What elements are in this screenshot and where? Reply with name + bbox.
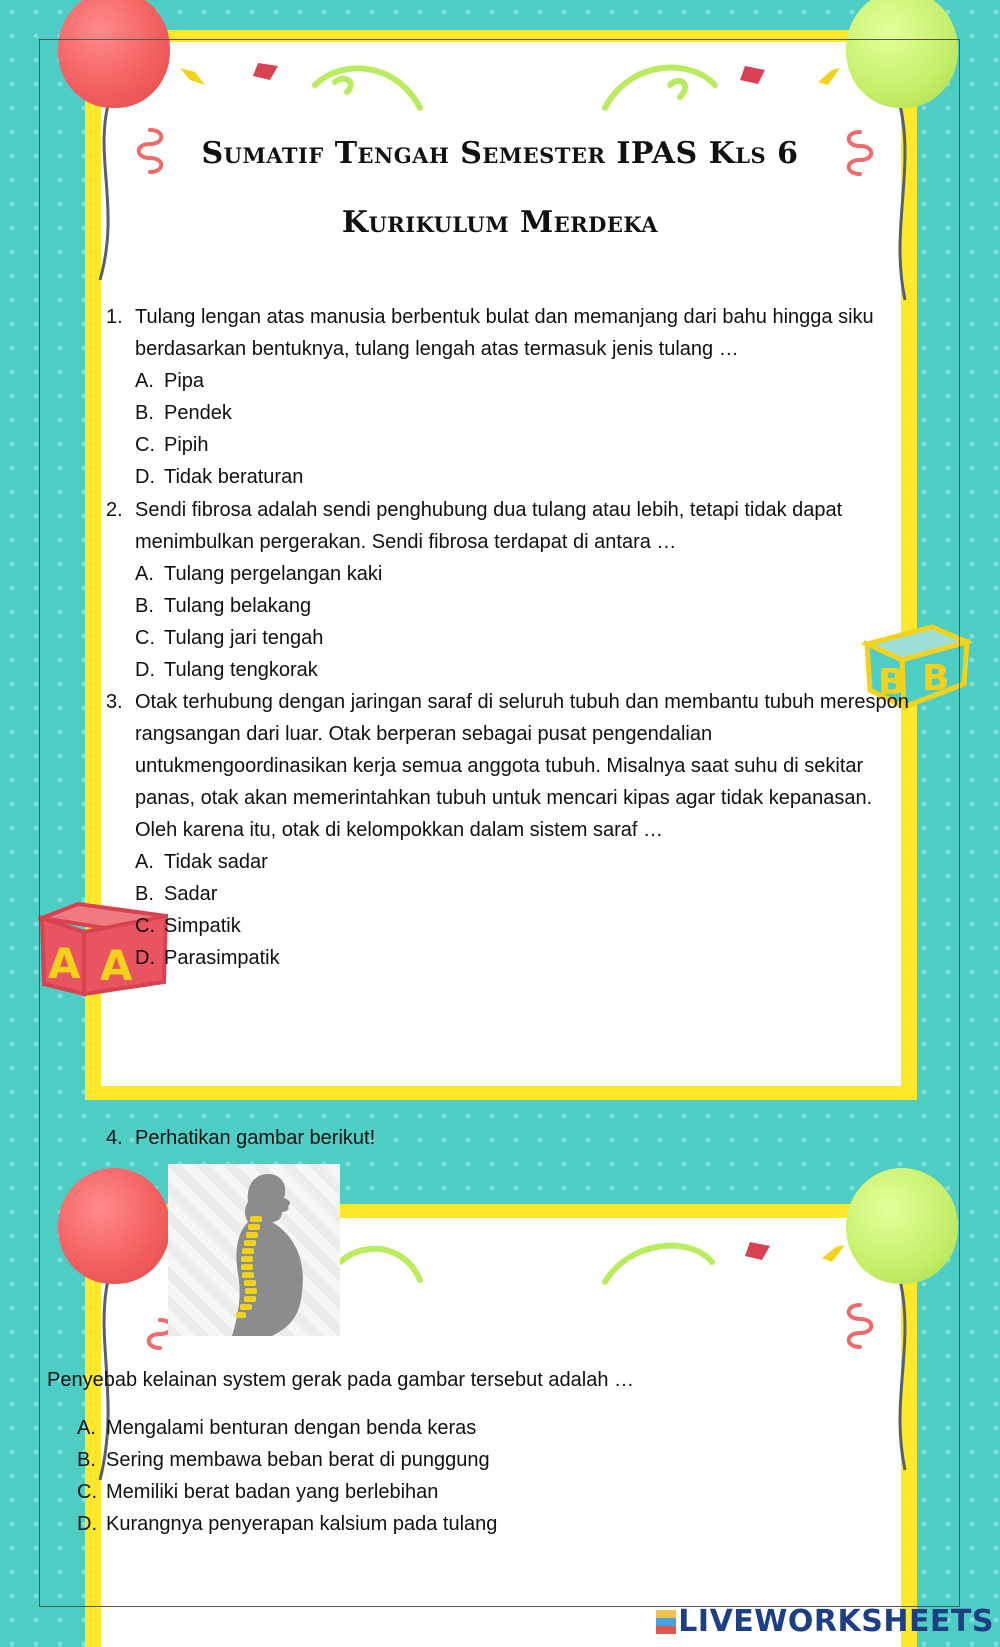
question-text: Tulang lengan atas manusia berbentuk bulat dan memanjang dari bahu hingga siku berdasarkan bentuknya, tulang lengah atas termasuk jenis tulang … (135, 306, 874, 360)
question-number: 4. (106, 1127, 123, 1149)
option-text: Tulang jari tengah (164, 627, 324, 649)
option-text: Tulang pergelangan kaki (164, 563, 383, 585)
option-letter: C. (135, 915, 155, 937)
question-number: 2. (106, 499, 123, 521)
option-letter: D. (135, 947, 155, 969)
option-text: Mengalami benturan dengan benda keras (106, 1417, 477, 1439)
page-border (39, 39, 960, 1607)
option-letter: A. (135, 851, 154, 873)
option-letter: A. (77, 1417, 96, 1439)
option-letter: B. (135, 595, 154, 617)
option-text: Tidak sadar (164, 851, 268, 873)
option-letter: B. (77, 1449, 96, 1471)
option-text: Tidak beraturan (164, 466, 304, 488)
option-text: Pendek (164, 402, 232, 424)
option-text: Sering membawa beban berat di punggung (106, 1449, 490, 1471)
block-letter: B (922, 658, 950, 699)
block-letter: B (878, 662, 906, 703)
option-text: Pipih (164, 434, 209, 456)
question-text: Otak terhubung dengan jaringan saraf di seluruh tubuh dan membantu tubuh merespon rangsangan dari luar. Otak berperan sebagai pusat pengendalian untukmengoordinasikan kerja semua anggota tubuh. Misalnya saat suhu di sekitar panas, otak akan memerintahkan tubuh untuk mencari kipas agar tidak kepanasan. Oleh karena itu, otak di kelompokkan dalam sistem saraf … (135, 691, 909, 841)
question-text: Perhatikan gambar berikut! (135, 1127, 376, 1149)
option-letter: D. (77, 1513, 97, 1535)
question-number: 1. (106, 306, 123, 328)
option-text: Sadar (164, 883, 218, 905)
page-subtitle: Kurikulum Merdeka (341, 205, 659, 240)
option-text: Tulang tengkorak (164, 659, 318, 681)
question-number: 3. (106, 691, 123, 713)
option-letter: A. (135, 563, 154, 585)
option-text: Simpatik (164, 915, 241, 937)
option-letter: D. (135, 466, 155, 488)
option-letter: C. (135, 434, 155, 456)
option-text: Kurangnya penyerapan kalsium pada tulang (106, 1513, 498, 1535)
option-text: Memiliki berat badan yang berlebihan (106, 1481, 439, 1503)
question-text: Sendi fibrosa adalah sendi penghubung dua tulang atau lebih, tetapi tidak dapat menimbulkan pergerakan. Sendi fibrosa terdapat di antara … (135, 499, 843, 553)
option-text: Pipa (164, 370, 205, 392)
option-letter: A. (135, 370, 154, 392)
liveworksheets-logo[interactable] (656, 1604, 994, 1639)
option-letter: C. (135, 627, 155, 649)
option-text: Tulang belakang (164, 595, 312, 617)
option-letter: B. (135, 883, 154, 905)
logo-mark-icon (656, 1610, 676, 1634)
option-letter: C. (77, 1481, 97, 1503)
page-title: Sumatif Tengah Semester IPAS Kls 6 (201, 136, 799, 171)
option-letter: B. (135, 402, 154, 424)
logo-text: LIVEWORKSHEETS (678, 1604, 994, 1639)
block-letter: A (100, 941, 133, 990)
option-text: Parasimpatik (164, 947, 280, 969)
block-letter: A (48, 939, 81, 988)
option-letter: D. (135, 659, 155, 681)
question-4-prompt: Penyebab kelainan system gerak pada gambar tersebut adalah … (47, 1369, 635, 1391)
